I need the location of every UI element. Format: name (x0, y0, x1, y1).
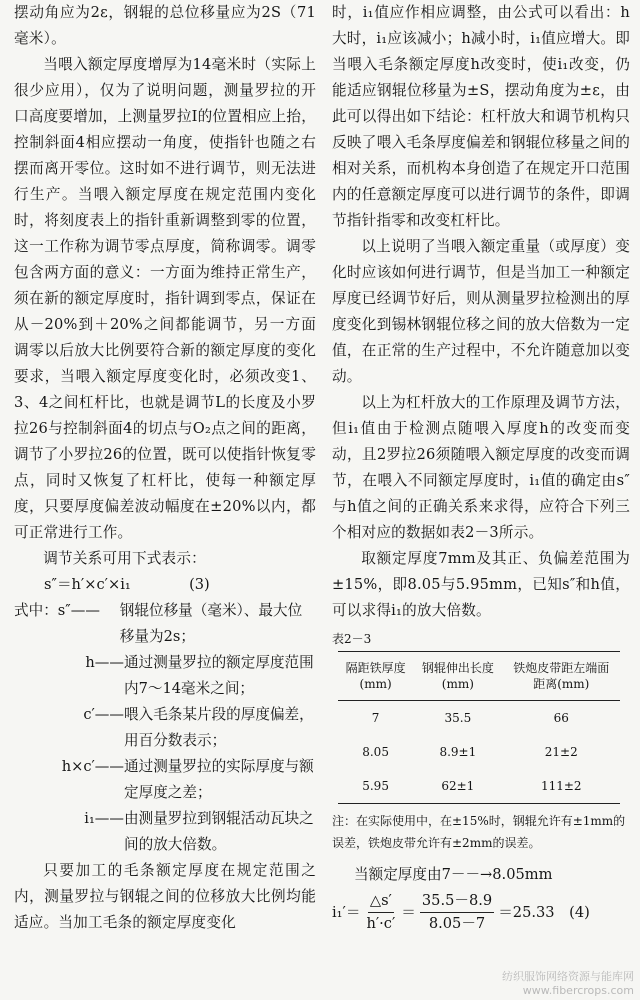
definition-desc: 由测量罗拉到钢辊活动瓦块之间的放大倍数。 (124, 810, 314, 853)
watermark (502, 970, 634, 998)
left-column (14, 0, 316, 936)
definition-row (14, 598, 316, 650)
watermark-line-1: 纺织服饰网络资源与能库网 (502, 970, 634, 983)
table-cell: 21±2 (544, 745, 578, 759)
right-column (332, 0, 630, 935)
table-cell: 8.9±1 (439, 745, 477, 759)
formula-3: s″＝h′×c′×i₁ (3) (44, 576, 210, 593)
table-header-cell: 钢辊伸出长度 (mm) (421, 661, 494, 691)
definition-row (14, 754, 316, 806)
table-cell: 35.5 (444, 711, 472, 725)
watermark-line-2: www.fibercrops.com (522, 984, 634, 997)
table-cell: 7 (371, 711, 380, 725)
left-paragraph-4: 只要加工的毛条额定厚度在规定范围之内，测量罗拉与钢辊之间的位移放大比例均能适应。当加工毛条的额定厚度变化 (14, 862, 316, 931)
data-table (338, 651, 620, 804)
table-note: 注：在实际使用中，在±15%时，钢辊允许有±1mm的误差，铁炮皮带允许有±2mm的误差。 (332, 814, 626, 850)
definition-row (14, 650, 316, 702)
table-header-row (338, 652, 620, 701)
definition-row (14, 806, 316, 858)
table-header-cell: 隔距铁厚度 (mm) (345, 661, 406, 691)
definition-term: i₁—— (84, 810, 124, 827)
left-paragraph-3: 调节关系可用下式表示： (43, 550, 206, 567)
fraction-2-denominator: 8.05－7 (428, 915, 486, 932)
table-header-cell: 铁炮皮带距左端面 距离(mm) (513, 661, 610, 691)
right-paragraph-3: 以上为杠杆放大的工作原理及调节方法，但i₁值由于检测点随喂入厚度h的改变而变动，且2罗拉26须随喂入额定厚度的改变而调节，在喂入不同额定厚度时，i₁值的确定由s″与h值之间的正确关系来求得，应符合下列三个相对应的数据如表2－3所示。 (332, 394, 630, 541)
table-cell: 5.95 (362, 779, 389, 793)
definition-desc: 喂入毛条某片段的厚度偏差，用百分数表示； (124, 706, 314, 749)
fraction-1-denominator: h′·c′ (366, 915, 396, 932)
formula-definitions (14, 598, 316, 858)
definition-term: h×c′—— (61, 758, 124, 775)
equals-sign: ＝ (401, 903, 416, 921)
definition-desc: 钢辊位移量（毫米）、最大位移量为2s； (119, 602, 303, 645)
table-cell: 111±2 (540, 779, 582, 793)
definition-term: c′—— (83, 706, 124, 723)
equation-result: ＝25.33 (4) (498, 903, 590, 921)
definition-row (14, 702, 316, 754)
table-row (338, 701, 620, 736)
definition-term: s″—— (57, 602, 100, 619)
left-paragraph-2: 当喂入额定厚度增厚为14毫米时（实际上很少应用），仅为了说明问题，测量罗拉的开口高度要增加，上测量罗拉Ⅰ的位置相应上抬，控制斜面4相应摆动一角度，使指针也随之右摆而离开零位。这时如不进行调节，则无法进行生产。当喂入额定厚度在规定范围内变化时，将刻度表上的指针重新调整到零的位置，这一工作称为调节零点厚度，简称调零。调零包含两方面的意义：一方面为维持正常生产，须在新的额定厚度时，指针调到零点，保证在从－20%到＋20%之间都能调节，另一方面调零以后放大比例要符合新的额定厚度的变化要求，当喂入额定厚度变化时，必须改变1、3、4之间杠杆比，也就是调节L的长度及小罗拉26与控制斜面4的切点与O₂点之间的距离，调节了小罗拉26的位置，既可以使指针恢复零点，同时又恢复了杠杆比，使每一种额定厚度，只要厚度偏差波动幅度在±20%以内，都可正常进行工作。 (14, 56, 316, 541)
fraction-1 (364, 890, 397, 935)
right-paragraph-4: 取额定厚度7mm及其正、负偏差范围为±15%，即8.05与5.95mm，已知s″和h值，可以求得i₁的放大倍数。 (332, 550, 630, 619)
table-row (338, 769, 620, 804)
equation-4 (332, 890, 630, 935)
definition-desc: 通过测量罗拉的额定厚度范围内7～14毫米之间； (124, 654, 314, 697)
definition-desc: 通过测量罗拉的实际厚度与额定厚度之差； (124, 758, 314, 801)
definitions-lead: 式中： (14, 602, 58, 619)
table-row (338, 735, 620, 769)
fraction-2-numerator: 35.5－8.9 (420, 890, 494, 913)
left-paragraph-1: 摆动角应为2ε，钢辊的总位移量应为2S（71毫米）。 (14, 4, 316, 47)
final-line: 当额定厚度由7－－→8.05mm (354, 866, 553, 883)
equation-lhs: i₁′＝ (332, 903, 361, 921)
fraction-2 (420, 890, 494, 935)
table-caption: 表2－3 (332, 632, 372, 646)
definition-term: h—— (85, 654, 124, 671)
table-cell: 62±1 (441, 779, 475, 793)
table-cell: 66 (553, 711, 569, 725)
fraction-1-numerator: △s′ (368, 890, 394, 913)
right-paragraph-1: 时，i₁值应作相应调整，由公式可以看出：h大时，i₁应该减小；h减小时，i₁值应增大。即当喂入毛条额定厚度h改变时，使i₁改变，仍能适应钢辊位移量为±S，摆动角度为±ε，由此可以得出如下结论：杠杆放大和调节机构只反映了喂入毛条厚度偏差和钢辊位移量之间的相对关系，而机构本身创造了在规定开口范围内的任意额定厚度可以进行调节的条件，即调节指针指零和改变杠杆比。 (332, 4, 630, 229)
right-paragraph-2: 以上说明了当喂入额定重量（或厚度）变化时应该如何进行调节，但是当加工一种额定厚度已经调节好后，则从测量罗拉检测出的厚度变化到锡林钢辊位移之间的放大倍数为一定值，在正常的生产过程中，不允许随意加以变动。 (332, 238, 630, 385)
table-cell: 8.05 (362, 745, 389, 759)
